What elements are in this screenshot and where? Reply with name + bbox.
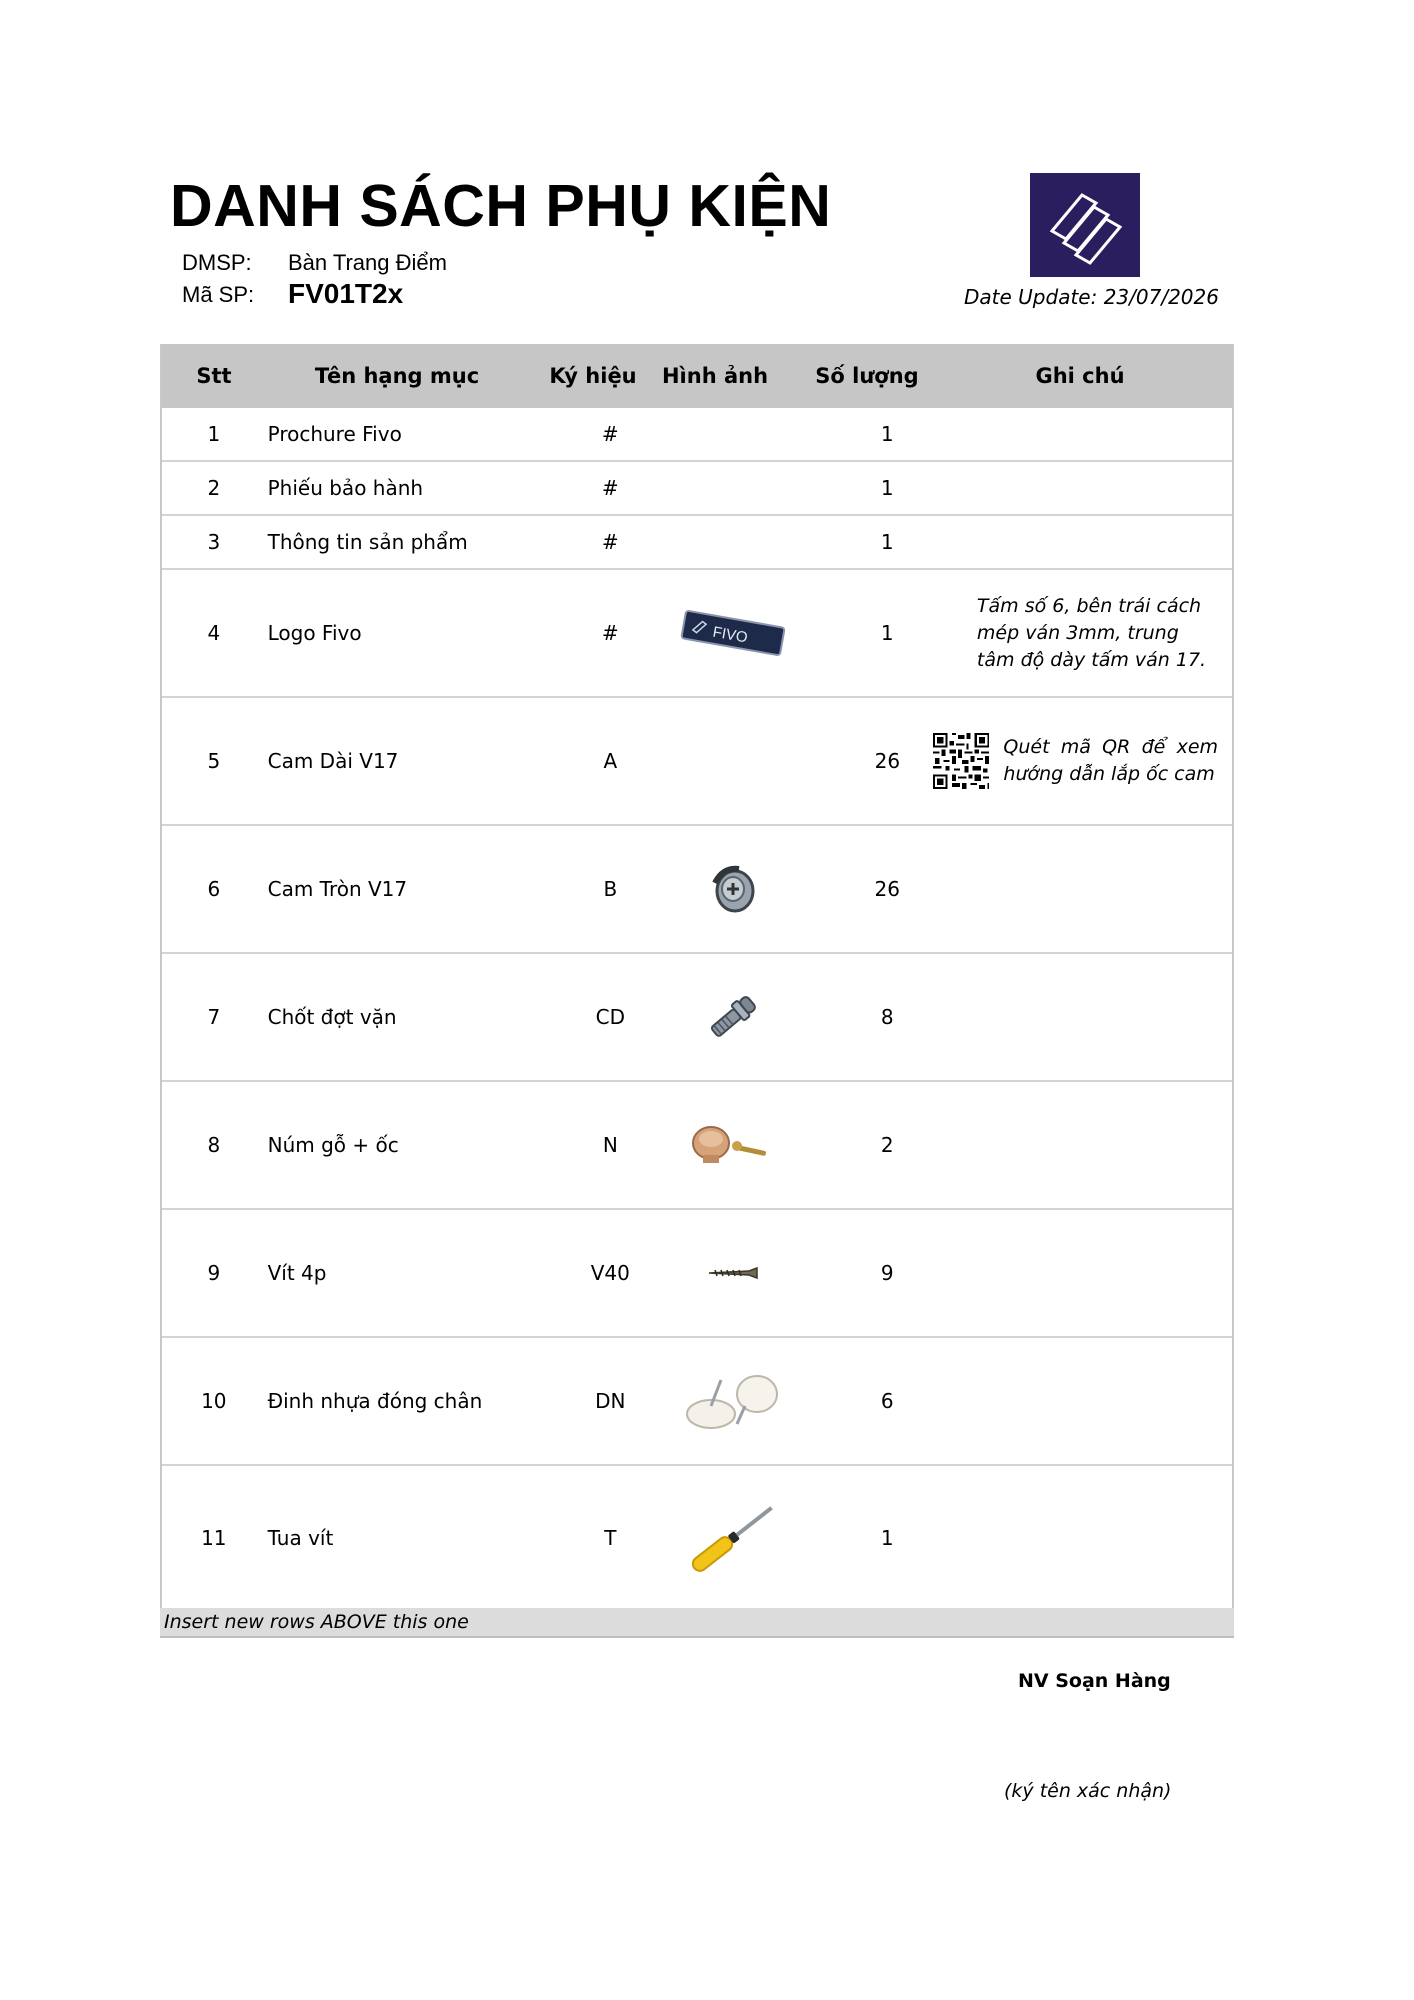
cell-qty: 9	[880, 1261, 894, 1285]
table-row	[162, 826, 1232, 954]
cell-symbol: T	[604, 1526, 617, 1550]
cell-stt: 7	[207, 1005, 221, 1029]
cell-name: Logo Fivo	[267, 621, 362, 645]
cell-symbol: #	[601, 621, 619, 645]
table-row	[162, 408, 1232, 462]
table-row	[162, 1338, 1232, 1466]
brand-logo	[1030, 173, 1140, 277]
cell-stt: 2	[207, 476, 221, 500]
cell-symbol: B	[603, 877, 618, 901]
signature-note: (ký tên xác nhận)	[1004, 1780, 1172, 1802]
cell-image	[668, 462, 798, 514]
header-image: Hình ảnh	[661, 364, 769, 388]
cell-stt: 5	[207, 749, 221, 773]
wood-screw-icon	[703, 1258, 763, 1288]
qr-code-icon[interactable]	[933, 707, 989, 815]
cam-round-icon	[703, 859, 763, 919]
header-name: Tên hạng mục	[314, 364, 480, 388]
cell-image	[668, 1210, 798, 1336]
cell-symbol: DN	[595, 1389, 626, 1413]
table-row	[162, 1466, 1232, 1610]
cell-image	[668, 570, 798, 696]
cell-qty: 1	[880, 1526, 894, 1550]
cell-name: Thông tin sản phẩm	[267, 530, 468, 554]
furniture-glide-nail-icon	[681, 1366, 785, 1436]
cell-stt: 9	[207, 1261, 221, 1285]
header-stt: Stt	[196, 364, 232, 388]
page-title: DANH SÁCH PHỤ KIỆN	[170, 173, 832, 239]
cell-name: Cam Tròn V17	[267, 877, 408, 901]
cell-name: Đinh nhựa đóng chân	[267, 1389, 483, 1413]
cell-note	[933, 707, 1232, 815]
cell-qty: 1	[880, 422, 894, 446]
cell-qty: 6	[880, 1389, 894, 1413]
cell-symbol: #	[601, 422, 619, 446]
svg-text:FIVO: FIVO	[711, 623, 749, 647]
dmsp-value: Bàn Trang Điểm	[288, 250, 447, 275]
cell-note: Tấm số 6, bên trái cách mép ván 3mm, trung tâm độ dày tấm ván 17.	[976, 594, 1207, 671]
cell-name: Vít 4p	[267, 1261, 327, 1285]
cell-image	[668, 516, 798, 568]
cell-stt: 4	[207, 621, 221, 645]
table-row	[162, 954, 1232, 1082]
cell-symbol: #	[601, 476, 619, 500]
accessory-table	[160, 344, 1234, 1610]
header-note: Ghi chú	[1035, 363, 1125, 388]
cell-image	[668, 1082, 798, 1208]
header-qty: Số lượng	[815, 364, 919, 388]
cell-stt: 3	[207, 530, 221, 554]
table-row	[162, 1082, 1232, 1210]
cell-image	[668, 826, 798, 952]
cell-qty: 1	[880, 530, 894, 554]
cell-image	[668, 408, 798, 460]
insert-rows-note: Insert new rows ABOVE this one	[160, 1608, 1234, 1638]
table-row	[162, 462, 1232, 516]
header-symbol: Ký hiệu	[549, 364, 637, 388]
cell-image	[668, 954, 798, 1080]
cell-name: Prochure Fivo	[267, 422, 402, 446]
cell-symbol: A	[603, 749, 618, 773]
cell-name: Núm gỗ + ốc	[267, 1133, 399, 1157]
cell-stt: 10	[201, 1389, 227, 1413]
table-row	[162, 516, 1232, 570]
cell-name: Tua vít	[267, 1526, 334, 1550]
cell-symbol: #	[601, 530, 619, 554]
cell-qty: 8	[880, 1005, 894, 1029]
cell-qty: 26	[874, 749, 901, 773]
dmsp-label: DMSP:	[182, 250, 252, 275]
cell-image	[668, 1338, 798, 1464]
cell-image	[668, 698, 798, 824]
table-row	[162, 1210, 1232, 1338]
cell-qty: 26	[874, 877, 900, 901]
cell-symbol: V40	[590, 1261, 630, 1285]
date-update: Date Update: 23/07/2026	[964, 285, 1219, 309]
cell-qty: 1	[880, 476, 894, 500]
table-header	[162, 344, 1232, 408]
brand-logo-icon	[1030, 173, 1140, 277]
cell-symbol: CD	[595, 1005, 625, 1029]
cell-name: Cam Dài V17	[267, 749, 399, 773]
cell-symbol: N	[602, 1133, 618, 1157]
dowel-bolt-icon	[701, 987, 765, 1047]
wooden-knob-screw-icon	[685, 1115, 781, 1175]
fivo-logo-plate-icon	[679, 609, 787, 657]
signature-title: NV Soạn Hàng	[1018, 1670, 1171, 1692]
cell-stt: 11	[201, 1526, 227, 1550]
table-row	[162, 570, 1232, 698]
masp-label: Mã SP:	[182, 282, 255, 307]
cell-qty: 2	[880, 1133, 894, 1157]
cell-name: Phiếu bảo hành	[267, 476, 424, 500]
cell-stt: 1	[207, 422, 221, 446]
qr-note: Quét mã QR để xem hướng dẫn lắp ốc cam	[1003, 736, 1219, 785]
cell-image	[668, 1466, 798, 1610]
screwdriver-icon	[678, 1493, 788, 1583]
cell-stt: 8	[207, 1133, 221, 1157]
masp-value: FV01T2x	[288, 278, 404, 309]
cell-name: Chốt đợt vặn	[267, 1005, 397, 1029]
cell-stt: 6	[207, 877, 221, 901]
cell-qty: 1	[880, 621, 894, 645]
table-row	[162, 698, 1232, 826]
